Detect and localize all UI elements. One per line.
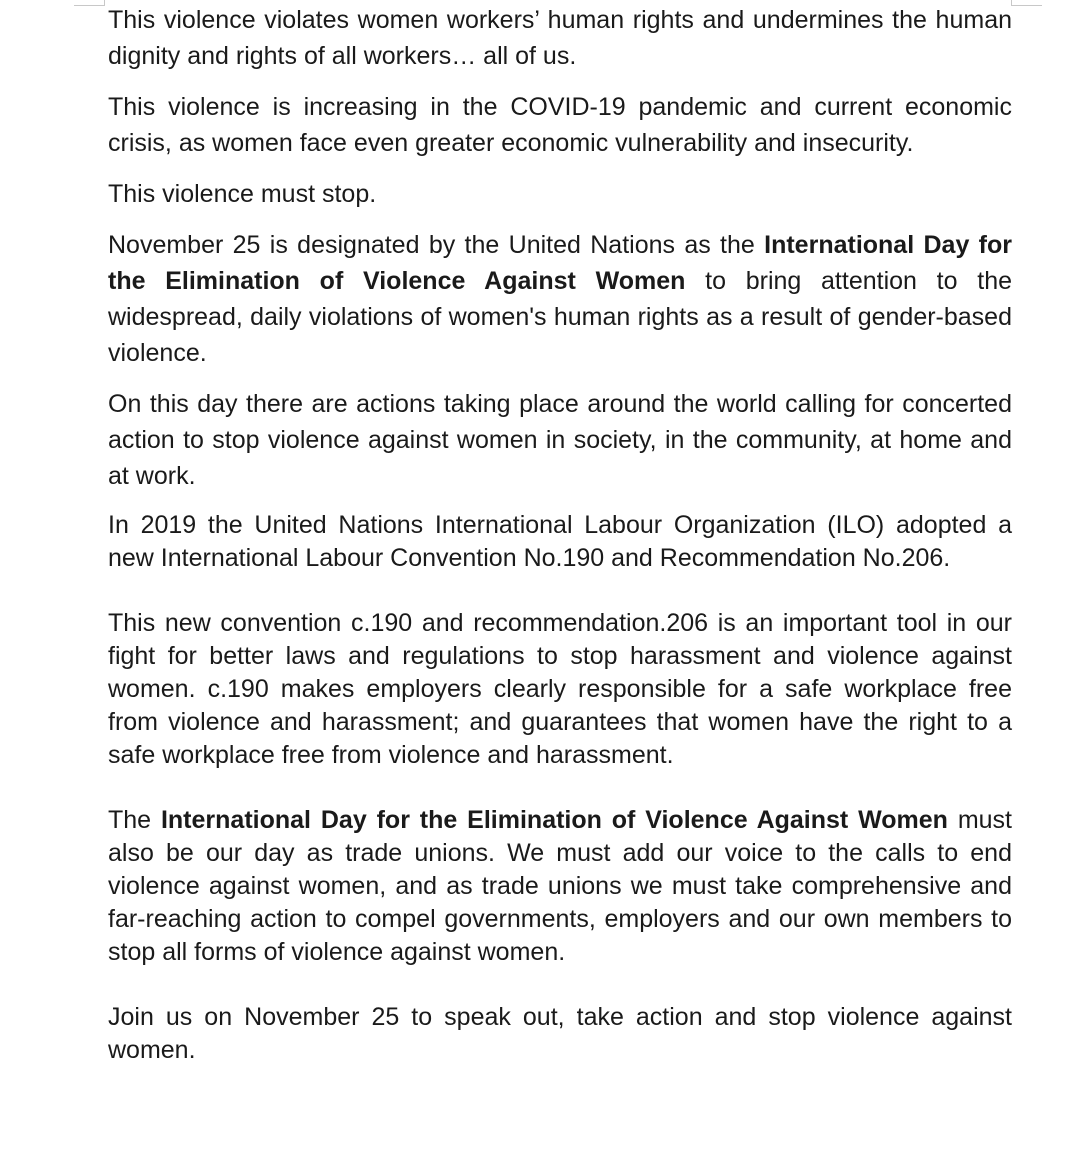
page-corner-mark-right [1011,0,1042,6]
paragraph-4-bold-day-name: International Day for the Elimination of Violence Against Women [108,231,1012,295]
page-corner-mark-left [74,0,105,6]
paragraph-5: On this day there are actions taking place around the world calling for concerted action to stop violence against women in society, in the community, at home and at work. [108,390,1012,490]
paragraph-4 [108,227,1012,371]
paragraph-9: Join us on November 25 to speak out, take action and stop violence against women. [108,1003,1012,1064]
paragraph-4-text-after: to bring attention to the widespread, daily violations of women's human rights as a result of gender-based violence. [108,267,1012,367]
paragraph-8-bold-day-name: International Day for the Elimination of Violence Against Women [160,806,948,834]
paragraph-6: In 2019 the United Nations International Labour Organization (ILO) adopted a new International Labour Convention No.190 and Recommendation No.206. [108,511,1012,572]
paragraph-8 [108,804,1012,969]
paragraph-4-text-before: November 25 is designated by the United Nations as the [108,231,765,259]
paragraph-2: This violence is increasing in the COVID-19 pandemic and current economic crisis, as women face even greater economic vulnerability and insecurity. [108,93,1012,157]
paragraph-8-text-before: The [108,806,161,834]
document-body [108,2,1012,1067]
paragraph-3: This violence must stop. [108,180,377,208]
paragraph-1: This violence violates women workers’ human rights and undermines the human dignity and rights of all workers… all of us. [108,6,1012,70]
paragraph-7: This new convention c.190 and recommendation.206 is an important tool in our fight for better laws and regulations to stop harassment and violence against women. c.190 makes employers clearly responsible for a safe workplace free from violence and harassment; and guarantees that women have the right to a safe workplace free from violence and harassment. [108,609,1012,769]
paragraph-8-text-after: must also be our day as trade unions. We must add our voice to the calls to end violence against women, and as trade unions we must take comprehensive and far-reaching action to compel governments, employers and our own members to stop all forms of violence against women. [108,806,1013,966]
